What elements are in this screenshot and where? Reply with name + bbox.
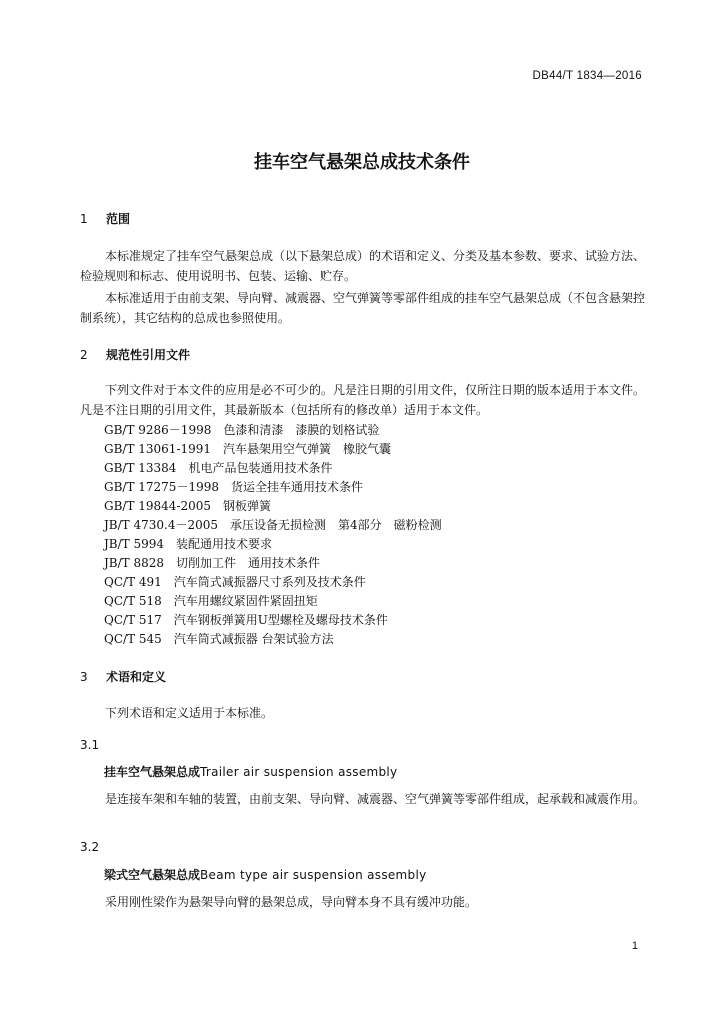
term-definition xyxy=(80,789,645,809)
term-en: Trailer air suspension assembly xyxy=(200,765,398,779)
section-title: 规范性引用文件 xyxy=(106,348,191,362)
page-number: 1 xyxy=(631,940,638,952)
section-2-heading xyxy=(80,346,190,363)
paragraph-text: 下列文件对于本文件的应用是必不可少的。凡是注日期的引用文件，仅所注日期的版本适用于本文件。凡是不注日期的引用文件，其最新版本（包括所有的修改单）适用于本文件。 xyxy=(80,383,646,417)
paragraph-text: 下列术语和定义适用于本标准。 xyxy=(105,706,274,720)
paragraph-scope-1 xyxy=(80,246,645,286)
reference-item: GB/T 9286－1998 色漆和清漆 漆膜的划格试验 xyxy=(104,423,380,437)
standard-code: DB44/T 1834—2016 xyxy=(532,70,642,82)
reference-item: QC/T 518 汽车用螺纹紧固件紧固扭矩 xyxy=(104,594,318,608)
paragraph-text: 本标准规定了挂车空气悬架总成（以下悬架总成）的术语和定义、分类及基本参数、要求、试验方法、检验规则和标志、使用说明书、包装、运输、贮存。 xyxy=(80,249,646,283)
section-1-heading xyxy=(80,210,130,227)
section-number: 1 xyxy=(80,212,88,226)
term-zh: 梁式空气悬架总成 xyxy=(104,868,201,882)
section-number: 2 xyxy=(80,348,88,362)
section-title: 范围 xyxy=(106,212,131,226)
paragraph-scope-2 xyxy=(80,288,645,328)
section-title: 术语和定义 xyxy=(106,670,167,684)
clause-number: 3.2 xyxy=(80,840,100,854)
term-title xyxy=(104,866,427,883)
term-en: Beam type air suspension assembly xyxy=(200,868,427,882)
reference-item: GB/T 13384 机电产品包装通用技术条件 xyxy=(104,461,333,475)
reference-item: GB/T 13061-1991 汽车悬架用空气弹簧 橡胶气囊 xyxy=(104,442,392,456)
reference-item: JB/T 5994 装配通用技术要求 xyxy=(104,537,273,551)
paragraph-text: 本标准适用于由前支架、导向臂、减震器、空气弹簧等零部件组成的挂车空气悬架总成（不包含悬架控制系统），其它结构的总成也参照使用。 xyxy=(80,291,646,325)
reference-item: JB/T 4730.4－2005 承压设备无损检测 第4部分 磁粉检测 xyxy=(104,518,442,532)
document-title: 挂车空气悬架总成技术条件 xyxy=(254,152,470,173)
paragraph-terms-intro xyxy=(80,703,645,723)
reference-item: GB/T 17275－1998 货运全挂车通用技术条件 xyxy=(104,480,363,494)
section-3-heading xyxy=(80,668,166,685)
section-number: 3 xyxy=(80,670,88,684)
reference-item: JB/T 8828 切削加工件 通用技术条件 xyxy=(104,556,321,570)
reference-item: QC/T 491 汽车筒式减振器尺寸系列及技术条件 xyxy=(104,575,366,589)
paragraph-references-intro xyxy=(80,380,645,420)
clause-number: 3.1 xyxy=(80,738,100,752)
reference-item: QC/T 545 汽车筒式减振器 台架试验方法 xyxy=(104,632,334,646)
term-definition xyxy=(80,892,645,912)
paragraph-text: 是连接车架和车轴的装置，由前支架、导向臂、减震器、空气弹簧等零部件组成，起承载和减震作用。 xyxy=(105,792,646,806)
term-title xyxy=(104,763,397,780)
term-zh: 挂车空气悬架总成 xyxy=(104,765,201,779)
reference-item: GB/T 19844-2005 钢板弹簧 xyxy=(104,499,272,513)
reference-item: QC/T 517 汽车钢板弹簧用U型螺栓及螺母技术条件 xyxy=(104,613,388,627)
paragraph-text: 采用刚性梁作为悬架导向臂的悬架总成，导向臂本身不具有缓冲功能。 xyxy=(105,895,478,909)
